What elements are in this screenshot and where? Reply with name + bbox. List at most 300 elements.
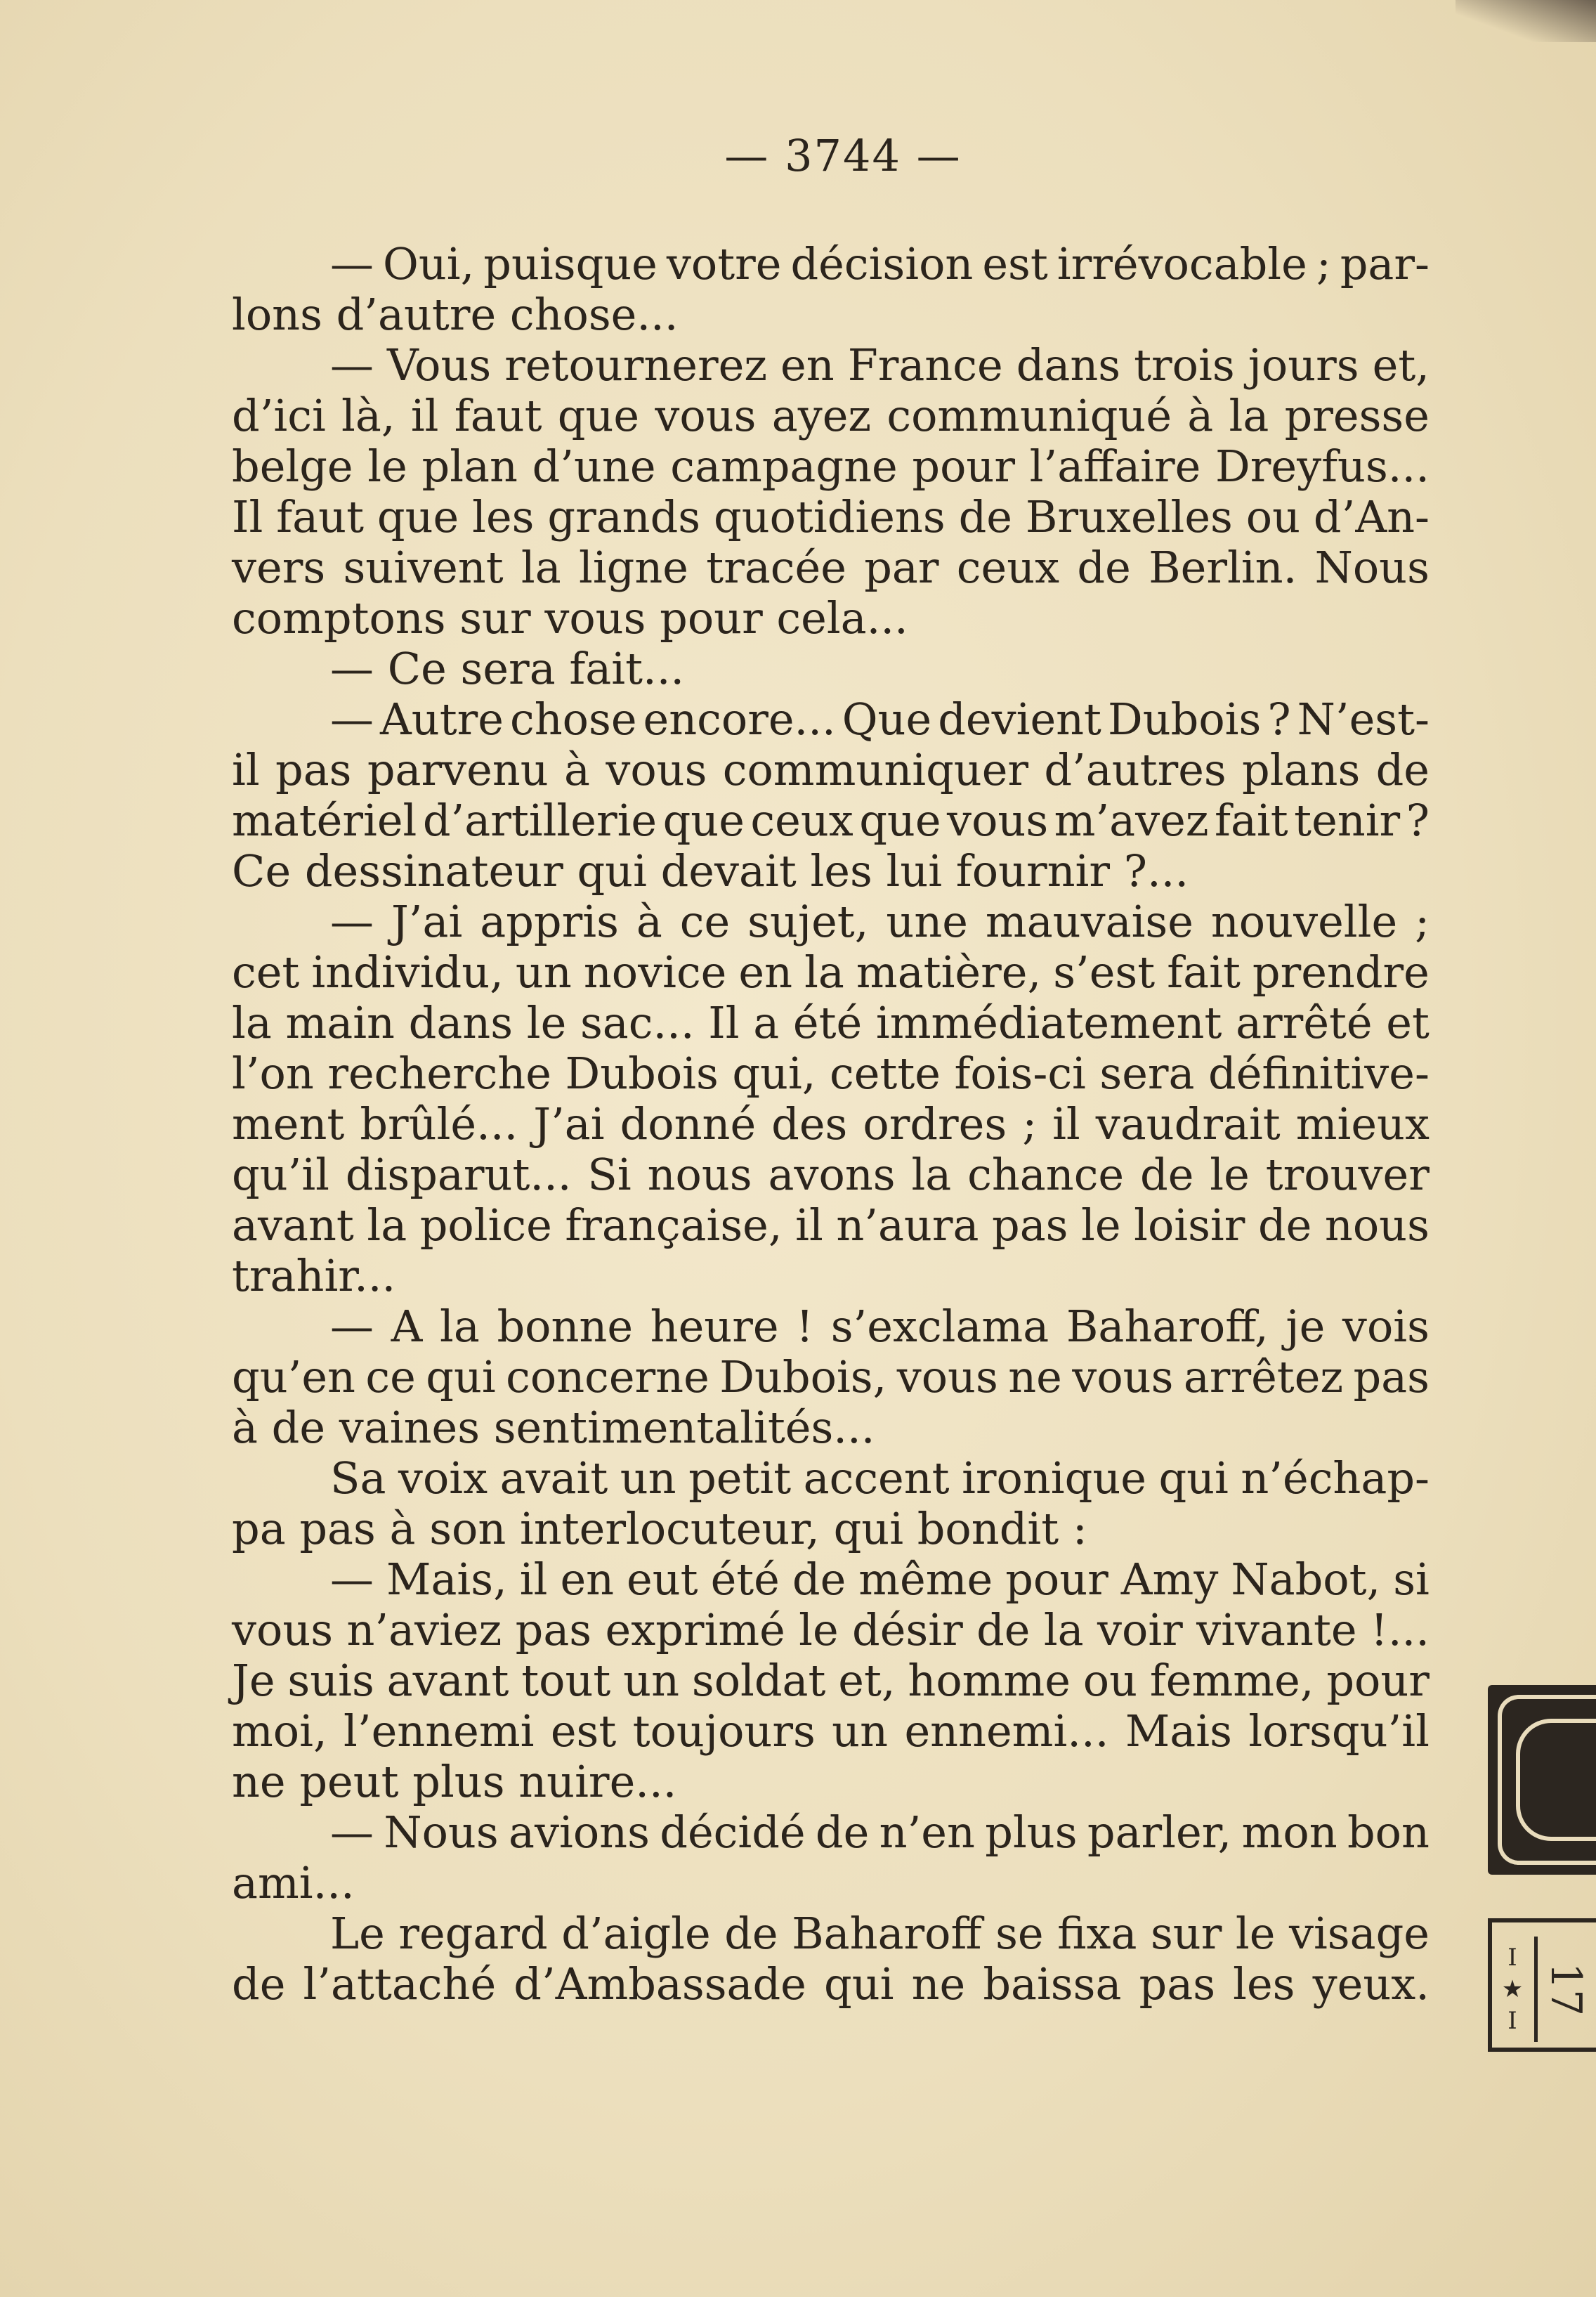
line-text: ne peut plus nuire...	[232, 1756, 677, 1807]
line-word: est	[982, 238, 1048, 289]
text-line	[232, 897, 1430, 947]
line-word: pas	[275, 744, 352, 795]
line-word: visage	[1288, 1908, 1430, 1959]
line-word: le	[799, 1604, 839, 1655]
text-line	[232, 1453, 1430, 1504]
line-word: fois-ci	[954, 1048, 1086, 1099]
line-word: pas	[1139, 1958, 1216, 2010]
line-word: vivante	[1196, 1604, 1357, 1655]
line-word: d’Ambassade	[514, 1958, 806, 2010]
text-line	[232, 1807, 1430, 1858]
line-word: vous	[896, 1351, 998, 1403]
line-word: recherche	[327, 1048, 551, 1099]
line-word: ennemi...	[904, 1705, 1109, 1757]
line-word: ou	[1082, 1655, 1138, 1706]
text-line	[232, 542, 1430, 593]
line-word: regard	[398, 1908, 548, 1959]
line-word: que	[859, 795, 941, 846]
line-word: de	[232, 1958, 286, 2010]
text-line	[232, 1150, 1430, 1200]
line-word: belge	[232, 441, 353, 492]
line-word: Il	[708, 997, 740, 1048]
line-word: et,	[838, 1655, 896, 1706]
line-word: qui	[1158, 1452, 1229, 1504]
line-word: plus	[985, 1807, 1078, 1858]
line-word: d’ici	[232, 390, 326, 441]
line-word: ;	[1415, 896, 1430, 947]
ornament-frame-inner	[1516, 1719, 1596, 1841]
line-word: Dubois,	[719, 1351, 887, 1403]
line-word: de	[1257, 1199, 1312, 1251]
line-word: vois	[1342, 1301, 1430, 1352]
line-word: n’aviez	[346, 1604, 502, 1655]
line-word: —	[330, 1301, 374, 1352]
line-word: loisir	[1134, 1199, 1245, 1251]
line-word: fixa	[1057, 1908, 1137, 1959]
line-text: à de vaines sentimentalités...	[232, 1402, 875, 1453]
text-line	[232, 391, 1430, 441]
line-word: il	[795, 1199, 823, 1251]
line-word: parvenu	[367, 744, 549, 795]
line-word: Mais	[1125, 1705, 1232, 1757]
line-word: en	[560, 1554, 615, 1605]
line-word: que	[377, 491, 459, 542]
text-line	[232, 1200, 1430, 1251]
line-word: dans	[408, 997, 514, 1048]
line-word: vous	[947, 795, 1049, 846]
line-word: a	[753, 997, 780, 1048]
line-word: de	[724, 1908, 778, 1959]
line-text: Ce dessinateur qui devait les lui fournir ?...	[232, 845, 1189, 897]
line-word: il	[519, 1554, 548, 1605]
line-word: brûlé...	[360, 1098, 518, 1150]
line-word: la	[367, 1199, 407, 1251]
line-word: les	[472, 491, 535, 542]
line-word: Que	[842, 694, 932, 745]
line-text: comptons sur vous pour cela...	[232, 592, 908, 644]
line-word: sur	[1150, 1908, 1222, 1959]
line-word: Sa	[330, 1452, 386, 1504]
line-word: ;	[1316, 238, 1331, 289]
line-word: tracée	[706, 542, 846, 593]
text-line	[232, 1605, 1430, 1655]
line-word: Nabot,	[1231, 1554, 1381, 1605]
line-word: donné	[620, 1098, 757, 1150]
text-line	[232, 239, 1430, 289]
line-word: lorsqu’il	[1248, 1705, 1430, 1757]
line-word: d’aigle	[561, 1908, 711, 1959]
line-word: suis	[287, 1655, 374, 1706]
line-word: communiquer	[722, 744, 1029, 795]
line-word: prendre	[1252, 946, 1430, 998]
line-word: désir	[852, 1604, 963, 1655]
edge-ornament-icon	[1488, 1685, 1596, 1875]
line-word: Oui,	[383, 238, 475, 289]
line-word: accent	[803, 1452, 950, 1504]
text-line	[232, 340, 1430, 391]
line-word: arrêtez	[1183, 1351, 1344, 1403]
line-word: baissa	[983, 1958, 1122, 2010]
line-word: ou	[1245, 491, 1301, 542]
line-word: de	[976, 1604, 1031, 1655]
line-word: pour	[1005, 1554, 1108, 1605]
line-word: —	[330, 339, 374, 391]
line-word: Nous	[1314, 542, 1430, 593]
text-line	[232, 1048, 1430, 1099]
line-word: le	[1235, 1908, 1276, 1959]
text-line	[232, 1858, 1430, 1908]
line-word: immédiatement	[875, 997, 1222, 1048]
line-word: qu’en	[232, 1351, 355, 1403]
line-word: l’ennemi	[344, 1705, 535, 1757]
text-line	[232, 846, 1430, 897]
line-word: la	[521, 542, 561, 593]
line-word: sujet,	[747, 896, 869, 947]
line-word: il	[232, 744, 260, 795]
line-word: mieux	[1295, 1098, 1430, 1150]
line-word: —	[330, 1807, 374, 1858]
line-word: individu,	[311, 946, 504, 998]
line-word: ceux	[750, 795, 853, 846]
line-word: faut	[276, 491, 364, 542]
line-word: Bruxelles	[1025, 491, 1233, 542]
line-word: à	[636, 896, 662, 947]
line-word: même	[858, 1554, 993, 1605]
text-line	[232, 1504, 1430, 1554]
line-text: — Ce sera fait...	[330, 643, 685, 694]
line-word: et	[1386, 997, 1430, 1048]
line-word: des	[771, 1098, 848, 1150]
line-word: yeux.	[1312, 1958, 1430, 2010]
line-word: et,	[1372, 339, 1430, 391]
page-number: — 3744 —	[724, 130, 962, 181]
line-word: Dreyfus...	[1215, 441, 1430, 492]
line-word: retournerez	[504, 339, 767, 391]
line-word: il	[410, 390, 439, 441]
line-word: décision	[790, 238, 974, 289]
line-word: bon	[1347, 1807, 1430, 1858]
text-line	[232, 492, 1430, 542]
line-word: n’en	[879, 1807, 975, 1858]
line-word: main	[285, 997, 395, 1048]
tab-marks	[1502, 1944, 1523, 2035]
line-word: Baharoff	[792, 1908, 982, 1959]
line-word: J’ai	[533, 1098, 605, 1150]
line-word: de	[958, 491, 1012, 542]
text-line	[232, 1099, 1430, 1150]
line-word: vous	[655, 390, 757, 441]
line-word: petit	[688, 1452, 792, 1504]
line-word: été	[792, 997, 863, 1048]
line-word: la	[911, 1149, 952, 1200]
line-word: avait	[499, 1452, 608, 1504]
line-word: grands	[547, 491, 701, 542]
text-line	[232, 1403, 1430, 1453]
line-word: !...	[1370, 1604, 1430, 1655]
line-word: pour	[912, 441, 1015, 492]
line-word: Il	[232, 491, 263, 542]
line-word: Je	[232, 1655, 275, 1706]
line-word: voix	[398, 1452, 488, 1504]
line-word: mon	[1241, 1807, 1337, 1858]
line-word: sac...	[580, 997, 695, 1048]
line-word: Amy	[1120, 1554, 1219, 1605]
line-word: est	[550, 1705, 617, 1757]
line-word: la	[804, 946, 844, 998]
line-word: —	[330, 1554, 374, 1605]
line-word: d’artillerie	[422, 795, 658, 846]
line-word: heure	[650, 1301, 779, 1352]
fascicle-number: 17	[1541, 1962, 1590, 2017]
line-word: exprimé	[605, 1604, 785, 1655]
line-word: d’une	[532, 441, 656, 492]
line-word: appris	[480, 896, 619, 947]
line-word: trois	[1134, 339, 1235, 391]
text-line	[232, 1757, 1430, 1807]
line-word: la	[1043, 1604, 1084, 1655]
line-word: campagne	[670, 441, 898, 492]
line-word: A	[391, 1301, 423, 1352]
line-word: de	[792, 1554, 846, 1605]
line-word: nous	[647, 1149, 752, 1200]
line-word: de	[815, 1807, 870, 1858]
line-word: en	[738, 946, 793, 998]
line-word: !	[796, 1301, 814, 1352]
line-word: N’est-	[1297, 694, 1430, 745]
tab-mark-bottom: I	[1507, 2007, 1517, 2035]
line-word: matériel	[232, 795, 417, 846]
line-word: un	[623, 1655, 680, 1706]
line-word: faut	[454, 390, 542, 441]
line-word: été	[710, 1554, 780, 1605]
text-line	[232, 1554, 1430, 1605]
line-word: Dubois	[1108, 694, 1262, 745]
text-line	[232, 1959, 1430, 2010]
line-word: vous	[1072, 1351, 1174, 1403]
line-word: Mais,	[386, 1554, 507, 1605]
line-word: que	[557, 390, 640, 441]
line-word: Dubois	[565, 1048, 719, 1099]
line-word: ne	[911, 1958, 966, 2010]
line-word: s’est	[1053, 946, 1156, 998]
line-word: matière,	[856, 946, 1042, 998]
line-word: le	[367, 441, 407, 492]
line-word: Nous	[384, 1807, 499, 1858]
text-line	[232, 947, 1430, 998]
line-word: cet	[232, 946, 300, 998]
line-word: nous	[1324, 1199, 1430, 1251]
line-word: là,	[341, 390, 395, 441]
line-word: l’on	[232, 1048, 314, 1099]
line-word: Berlin.	[1149, 542, 1297, 593]
line-word: tenir	[1294, 795, 1401, 846]
line-text: ami...	[232, 1857, 355, 1908]
line-word: de	[1375, 744, 1430, 795]
line-word: votre	[666, 238, 782, 289]
line-word: à	[1187, 390, 1214, 441]
line-word: quotidiens	[714, 491, 946, 542]
line-word: qui	[426, 1351, 496, 1403]
text-line	[232, 1706, 1430, 1757]
line-word: ne	[1008, 1351, 1062, 1403]
line-word: France	[847, 339, 1003, 391]
line-word: le	[526, 997, 567, 1048]
line-word: chose	[510, 694, 637, 745]
line-word: l’attaché	[303, 1958, 497, 2010]
line-word: vous	[606, 744, 707, 795]
text-line	[232, 1352, 1430, 1403]
line-word: communiqué	[887, 390, 1172, 441]
line-word: nouvelle	[1210, 896, 1398, 947]
text-line	[232, 795, 1430, 846]
line-word: puisque	[483, 238, 658, 289]
line-word: —	[330, 238, 374, 289]
line-word: par-	[1340, 238, 1430, 289]
line-word: mauvaise	[985, 896, 1193, 947]
text-line	[232, 694, 1430, 745]
line-word: m’avez	[1054, 795, 1209, 846]
line-word: tout	[521, 1655, 611, 1706]
line-word: presse	[1284, 390, 1430, 441]
line-word: se	[995, 1908, 1044, 1959]
line-word: avions	[509, 1807, 650, 1858]
page-corner-stain	[1456, 0, 1596, 42]
line-word: le	[1210, 1149, 1250, 1200]
line-word: française,	[565, 1199, 783, 1251]
line-word: la	[440, 1301, 480, 1352]
line-word: ;	[1022, 1098, 1038, 1150]
line-word: —	[330, 896, 374, 947]
line-word: voir	[1097, 1604, 1183, 1655]
line-word: de	[1140, 1149, 1194, 1200]
fascicle-tab	[1488, 1918, 1596, 2052]
line-word: de	[1077, 542, 1131, 593]
line-word: femme,	[1149, 1655, 1314, 1706]
text-line	[232, 1908, 1430, 1959]
line-word: qui,	[732, 1048, 816, 1099]
line-text: lons d’autre chose...	[232, 289, 679, 340]
line-word: bonne	[497, 1301, 634, 1352]
line-word: le	[1081, 1199, 1121, 1251]
line-word: d’autres	[1044, 744, 1227, 795]
line-word: un	[620, 1452, 676, 1504]
line-word: une	[886, 896, 968, 947]
line-word: homme	[908, 1655, 1071, 1706]
body-text	[232, 239, 1430, 2010]
line-word: il	[1052, 1098, 1080, 1150]
line-word: avant	[232, 1199, 354, 1251]
line-word: fait	[1215, 795, 1288, 846]
line-word: fait	[1167, 946, 1241, 998]
line-word: l’affaire	[1029, 441, 1201, 492]
line-word: plan	[421, 441, 518, 492]
line-word: qu’il	[232, 1149, 329, 1200]
line-word: pas	[1353, 1351, 1430, 1403]
line-text: trahir...	[232, 1250, 396, 1301]
line-word: que	[662, 795, 745, 846]
text-line	[232, 644, 1430, 694]
line-word: Si	[587, 1149, 632, 1200]
line-word: avant	[386, 1655, 509, 1706]
line-word: police	[419, 1199, 552, 1251]
line-word: pas	[992, 1199, 1068, 1251]
line-word: les	[1233, 1958, 1295, 2010]
line-word: Vous	[387, 339, 492, 391]
line-word: à	[564, 744, 590, 795]
line-word: ayez	[771, 390, 872, 441]
line-word: chance	[967, 1149, 1125, 1200]
line-word: ordres	[863, 1098, 1007, 1150]
line-word: la	[1229, 390, 1269, 441]
line-word: d’An-	[1313, 491, 1430, 542]
line-word: ceux	[956, 542, 1060, 593]
line-word: ce	[365, 1351, 416, 1403]
star-icon: ★	[1501, 1975, 1524, 2003]
line-word: jours	[1248, 339, 1359, 391]
line-word: —	[330, 694, 374, 745]
line-word: décidé	[660, 1807, 806, 1858]
text-line	[232, 745, 1430, 795]
line-word: ligne	[579, 542, 688, 593]
line-word: n’aura	[836, 1199, 979, 1251]
line-word: suivent	[343, 542, 504, 593]
line-word: si	[1393, 1554, 1430, 1605]
line-word: soldat	[691, 1655, 826, 1706]
line-word: irrévocable	[1057, 238, 1307, 289]
line-word: J’ai	[391, 896, 463, 947]
line-word: devient	[938, 694, 1101, 745]
line-word: ironique	[962, 1452, 1146, 1504]
text-line	[232, 593, 1430, 644]
line-word: Baharoff,	[1066, 1301, 1269, 1352]
line-word: novice	[583, 946, 727, 998]
line-word: vers	[232, 542, 326, 593]
line-word: parler,	[1087, 1807, 1232, 1858]
line-word: vous	[232, 1604, 334, 1655]
line-word: ment	[232, 1098, 345, 1150]
line-word: un	[832, 1705, 889, 1757]
line-word: sera	[1099, 1048, 1195, 1099]
line-word: trouver	[1265, 1149, 1430, 1200]
line-word: eut	[627, 1554, 698, 1605]
line-word: plans	[1242, 744, 1361, 795]
line-word: n’échap-	[1241, 1452, 1430, 1504]
line-word: avons	[768, 1149, 896, 1200]
line-word: disparut...	[345, 1149, 572, 1200]
tab-mark-top: I	[1507, 1944, 1517, 1972]
line-word: en	[780, 339, 835, 391]
line-word: dans	[1016, 339, 1121, 391]
text-line	[232, 1251, 1430, 1301]
line-word: concerne	[506, 1351, 709, 1403]
text-line	[232, 1301, 1430, 1352]
line-word: ?	[1267, 694, 1291, 745]
line-word: pour	[1326, 1655, 1430, 1706]
line-word: définitive-	[1208, 1048, 1430, 1099]
line-word: qui	[824, 1958, 894, 2010]
line-word: par	[864, 542, 939, 593]
line-word: cette	[830, 1048, 941, 1099]
line-word: encore...	[643, 694, 836, 745]
line-word: vaudrait	[1095, 1098, 1281, 1150]
line-word: je	[1286, 1301, 1326, 1352]
line-word: Autre	[380, 694, 504, 745]
line-text: pa pas à son interlocuteur, qui bondit :	[232, 1503, 1087, 1554]
text-line	[232, 289, 1430, 340]
line-word: Le	[330, 1908, 385, 1959]
line-word: moi,	[232, 1705, 327, 1757]
text-line	[232, 998, 1430, 1048]
